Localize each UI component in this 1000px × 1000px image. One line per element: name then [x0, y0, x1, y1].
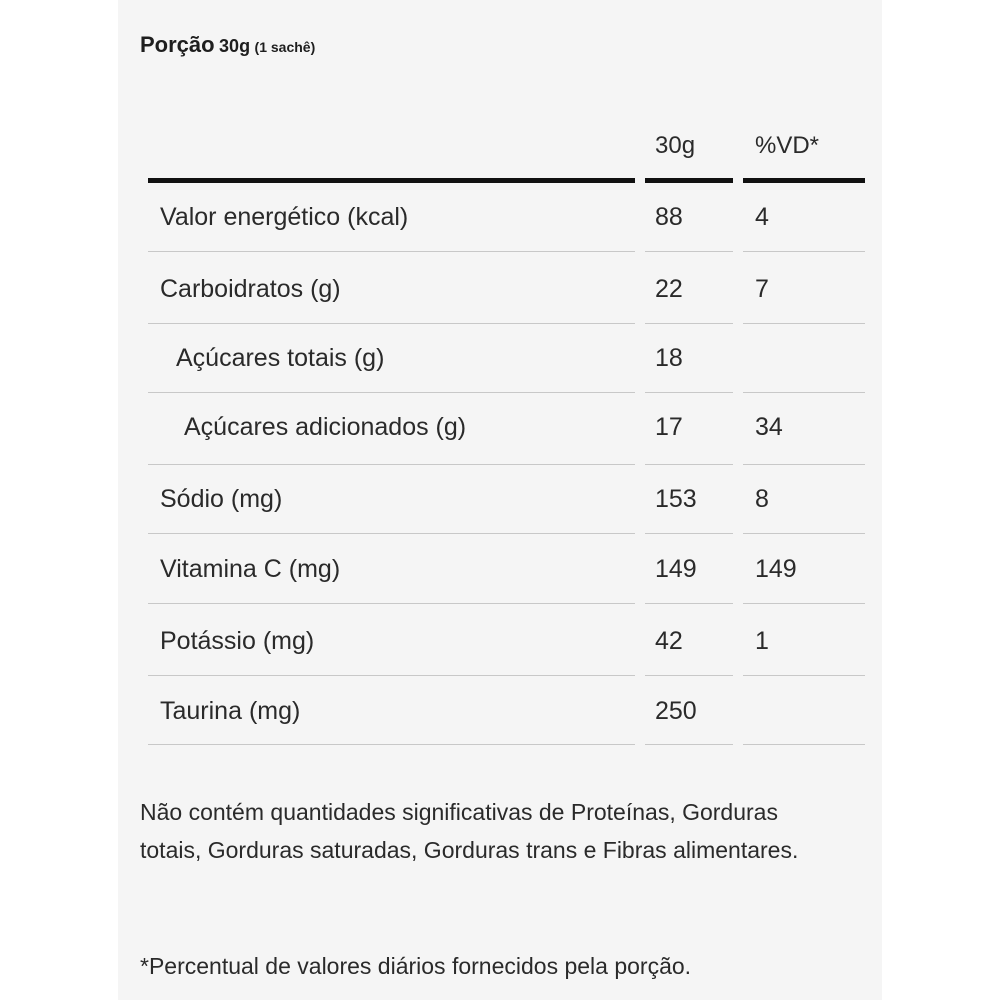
- row-divider: [645, 251, 733, 252]
- row-divider: [148, 464, 635, 465]
- row-divider: [645, 464, 733, 465]
- row-divider: [148, 251, 635, 252]
- row-divider: [743, 533, 865, 534]
- nutrient-name: Valor energético (kcal): [160, 203, 409, 231]
- nutrient-name: Sódio (mg): [160, 485, 283, 513]
- not-significant-note: Não contém quantidades significativas de Proteínas, Gorduras totais, Gorduras saturadas, Gorduras trans e Fibras alimentares.: [140, 799, 799, 863]
- portion-heading: [140, 32, 315, 58]
- nutrient-amount: 250: [655, 697, 697, 725]
- row-divider: [743, 392, 865, 393]
- vd-footnote: *Percentual de valores diários fornecidos pela porção.: [140, 953, 692, 979]
- nutrient-amount: 88: [655, 203, 683, 231]
- row-divider: [645, 675, 733, 676]
- nutrient-name: Açúcares totais (g): [176, 344, 385, 372]
- nutrient-vd: 7: [755, 275, 769, 303]
- row-divider: [645, 533, 733, 534]
- nutrient-name: Taurina (mg): [160, 697, 301, 725]
- nutrient-amount: 22: [655, 275, 683, 303]
- row-divider: [148, 744, 635, 745]
- header-rule-nutrient: [148, 178, 635, 183]
- nutrient-vd: 4: [755, 203, 769, 231]
- nutrient-name: Vitamina C (mg): [160, 555, 341, 583]
- header-rule-vd: [743, 178, 865, 183]
- row-divider: [743, 675, 865, 676]
- column-header-vd: %VD*: [755, 132, 820, 159]
- row-divider: [148, 323, 635, 324]
- row-divider: [743, 464, 865, 465]
- nutrient-amount: 42: [655, 627, 683, 655]
- nutrient-name: Açúcares adicionados (g): [184, 413, 467, 441]
- row-divider: [645, 744, 733, 745]
- portion-size: 30g: [219, 36, 251, 56]
- nutrient-vd: 149: [755, 555, 797, 583]
- nutrient-name: Carboidratos (g): [160, 275, 341, 303]
- row-divider: [743, 251, 865, 252]
- nutrient-vd: 34: [755, 413, 783, 441]
- row-divider: [743, 603, 865, 604]
- nutrient-name: Potássio (mg): [160, 627, 315, 655]
- row-divider: [743, 323, 865, 324]
- row-divider: [645, 323, 733, 324]
- row-divider: [148, 392, 635, 393]
- row-divider: [148, 603, 635, 604]
- nutrient-amount: 149: [655, 555, 697, 583]
- row-divider: [645, 392, 733, 393]
- header-rule-amount: [645, 178, 733, 183]
- row-divider: [148, 533, 635, 534]
- nutrient-amount: 18: [655, 344, 683, 372]
- portion-label: Porção: [140, 32, 215, 57]
- nutrient-amount: 153: [655, 485, 697, 513]
- nutrient-amount: 17: [655, 413, 683, 441]
- column-header-amount: 30g: [655, 132, 696, 159]
- portion-unit: (1 sachê): [254, 39, 316, 55]
- row-divider: [645, 603, 733, 604]
- row-divider: [148, 675, 635, 676]
- nutrient-vd: 8: [755, 485, 769, 513]
- nutrient-vd: 1: [755, 627, 769, 655]
- row-divider: [743, 744, 865, 745]
